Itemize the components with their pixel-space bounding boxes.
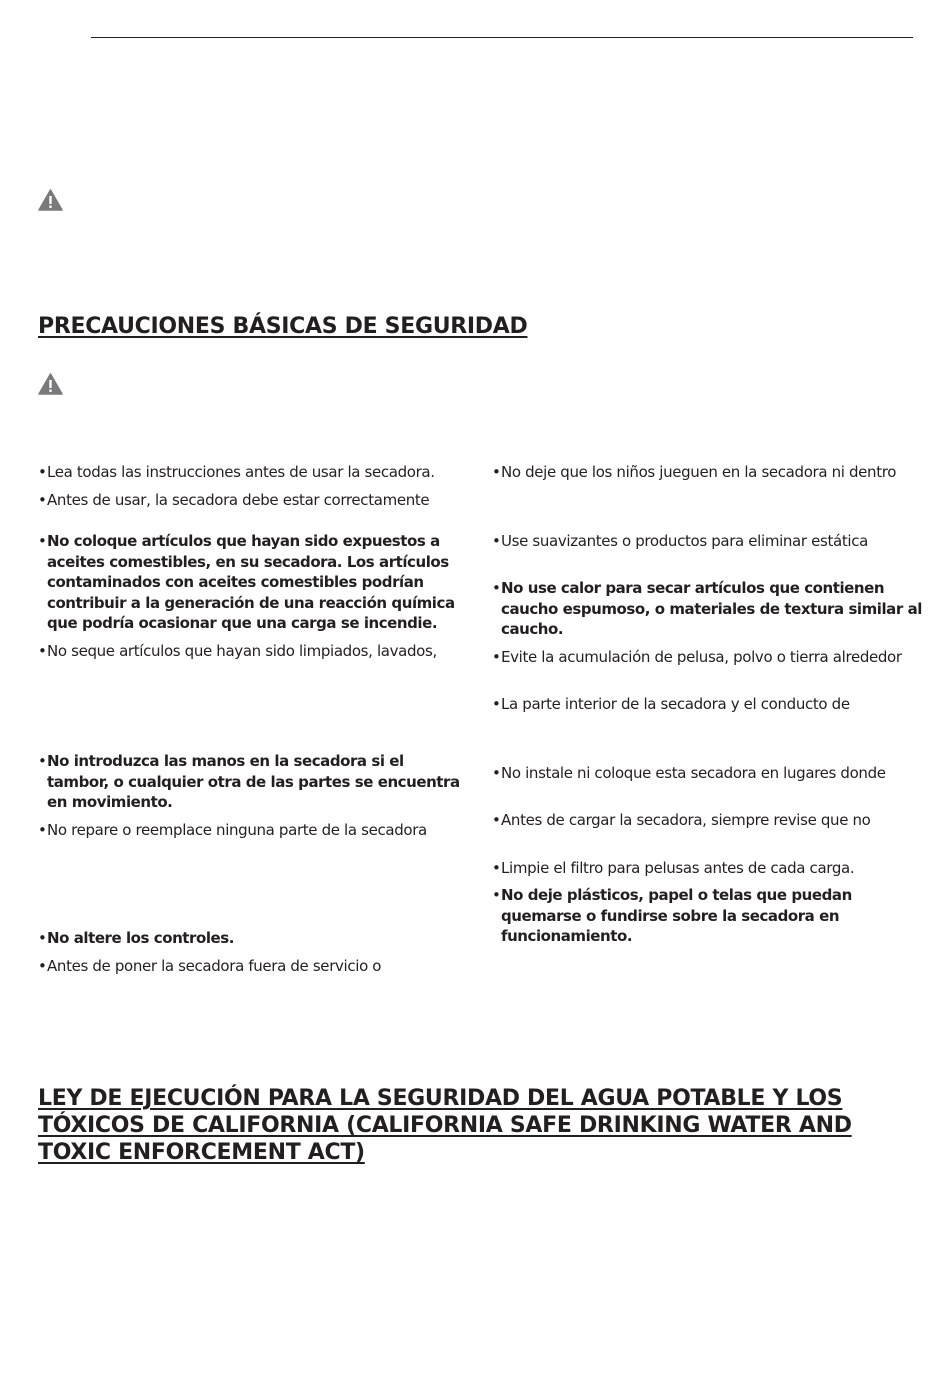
warning-triangle-icon: [38, 373, 63, 395]
list-item-text: No repare o reemplace ninguna parte de la secadora: [47, 820, 427, 839]
list-item: [38, 956, 463, 977]
list-item: [492, 578, 922, 640]
list-item: [38, 490, 463, 511]
bullet-dot: •: [38, 929, 47, 947]
list-item: [38, 751, 463, 813]
warning-triangle-icon: [38, 189, 63, 211]
bullet-dot: •: [492, 579, 501, 597]
bullet-dot: •: [492, 695, 501, 713]
list-item: [492, 531, 922, 552]
bullet-dot: •: [492, 886, 501, 904]
bullet-dot: •: [38, 820, 47, 839]
list-item: [492, 763, 922, 784]
safety-list-right: [492, 462, 922, 947]
section-heading-basic-precautions: PRECAUCIONES BÁSICAS DE SEGURIDAD: [38, 314, 528, 339]
bullet-dot: •: [492, 811, 501, 829]
list-item: [492, 694, 922, 715]
list-item: [38, 928, 463, 949]
bullet-dot: •: [492, 858, 501, 877]
bullet-dot: •: [38, 532, 47, 550]
list-item-text: No instale ni coloque esta secadora en lugares donde: [501, 763, 886, 782]
list-item-text: Lea todas las instrucciones antes de usar la secadora.: [47, 463, 435, 481]
list-item-text: Limpie el filtro para pelusas antes de cada carga.: [501, 858, 855, 877]
list-item: [38, 462, 463, 483]
list-item-text: Evite la acumulación de pelusa, polvo o tierra alrededor: [501, 647, 902, 666]
bullet-dot: •: [38, 956, 47, 975]
section-heading-california-act: LEY DE EJECUCIÓN PARA LA SEGURIDAD DEL AGUA POTABLE Y LOS TÓXICOS DE CALIFORNIA (CALIFORNIA SAFE DRINKING WATER AND TOXIC ENFORCEMENT ACT): [38, 1086, 852, 1165]
top-rule: [91, 37, 913, 38]
list-item: [38, 641, 463, 662]
list-item: [492, 858, 922, 879]
list-item: [492, 810, 922, 831]
list-item-text: La parte interior de la secadora y el conducto de: [501, 695, 850, 713]
list-item-text: No coloque artículos que hayan sido expuestos a aceites comestibles, en su secadora. Los artículos contaminados con aceites comestibles podrían contribuir a la generación de una reacción química que podría ocasionar que una carga se incendie.: [47, 532, 455, 632]
list-item: [38, 531, 463, 634]
bullet-dot: •: [38, 490, 47, 509]
list-item: [38, 820, 463, 841]
bullet-dot: •: [38, 641, 47, 660]
list-item-text: No use calor para secar artículos que contienen caucho espumoso, o materiales de textura similar al caucho.: [501, 579, 922, 638]
list-item-text: No deje plásticos, papel o telas que puedan quemarse o fundirse sobre la secadora en funcionamiento.: [501, 886, 852, 945]
list-item-text: No seque artículos que hayan sido limpiados, lavados,: [47, 641, 437, 660]
bullet-dot: •: [492, 647, 501, 666]
bullet-dot: •: [38, 752, 47, 770]
list-item-text: Use suavizantes o productos para eliminar estática: [501, 531, 868, 550]
list-item: [492, 462, 922, 483]
list-item-text: No altere los controles.: [47, 929, 234, 947]
list-item-text: Antes de usar, la secadora debe estar correctamente: [47, 490, 430, 509]
bullet-dot: •: [492, 463, 501, 481]
list-item: [492, 647, 922, 668]
bullet-dot: •: [492, 531, 501, 550]
bullet-dot: •: [492, 763, 501, 782]
list-item-text: No introduzca las manos en la secadora si el tambor, o cualquier otra de las partes se encuentra en movimiento.: [47, 752, 460, 811]
bullet-dot: •: [38, 463, 47, 481]
list-item-text: No deje que los niños jueguen en la secadora ni dentro: [501, 463, 897, 481]
list-item-text: Antes de poner la secadora fuera de servicio o: [47, 956, 382, 975]
list-item-text: Antes de cargar la secadora, siempre revise que no: [501, 811, 871, 829]
list-item: [492, 885, 922, 947]
safety-list-left: [38, 462, 463, 976]
